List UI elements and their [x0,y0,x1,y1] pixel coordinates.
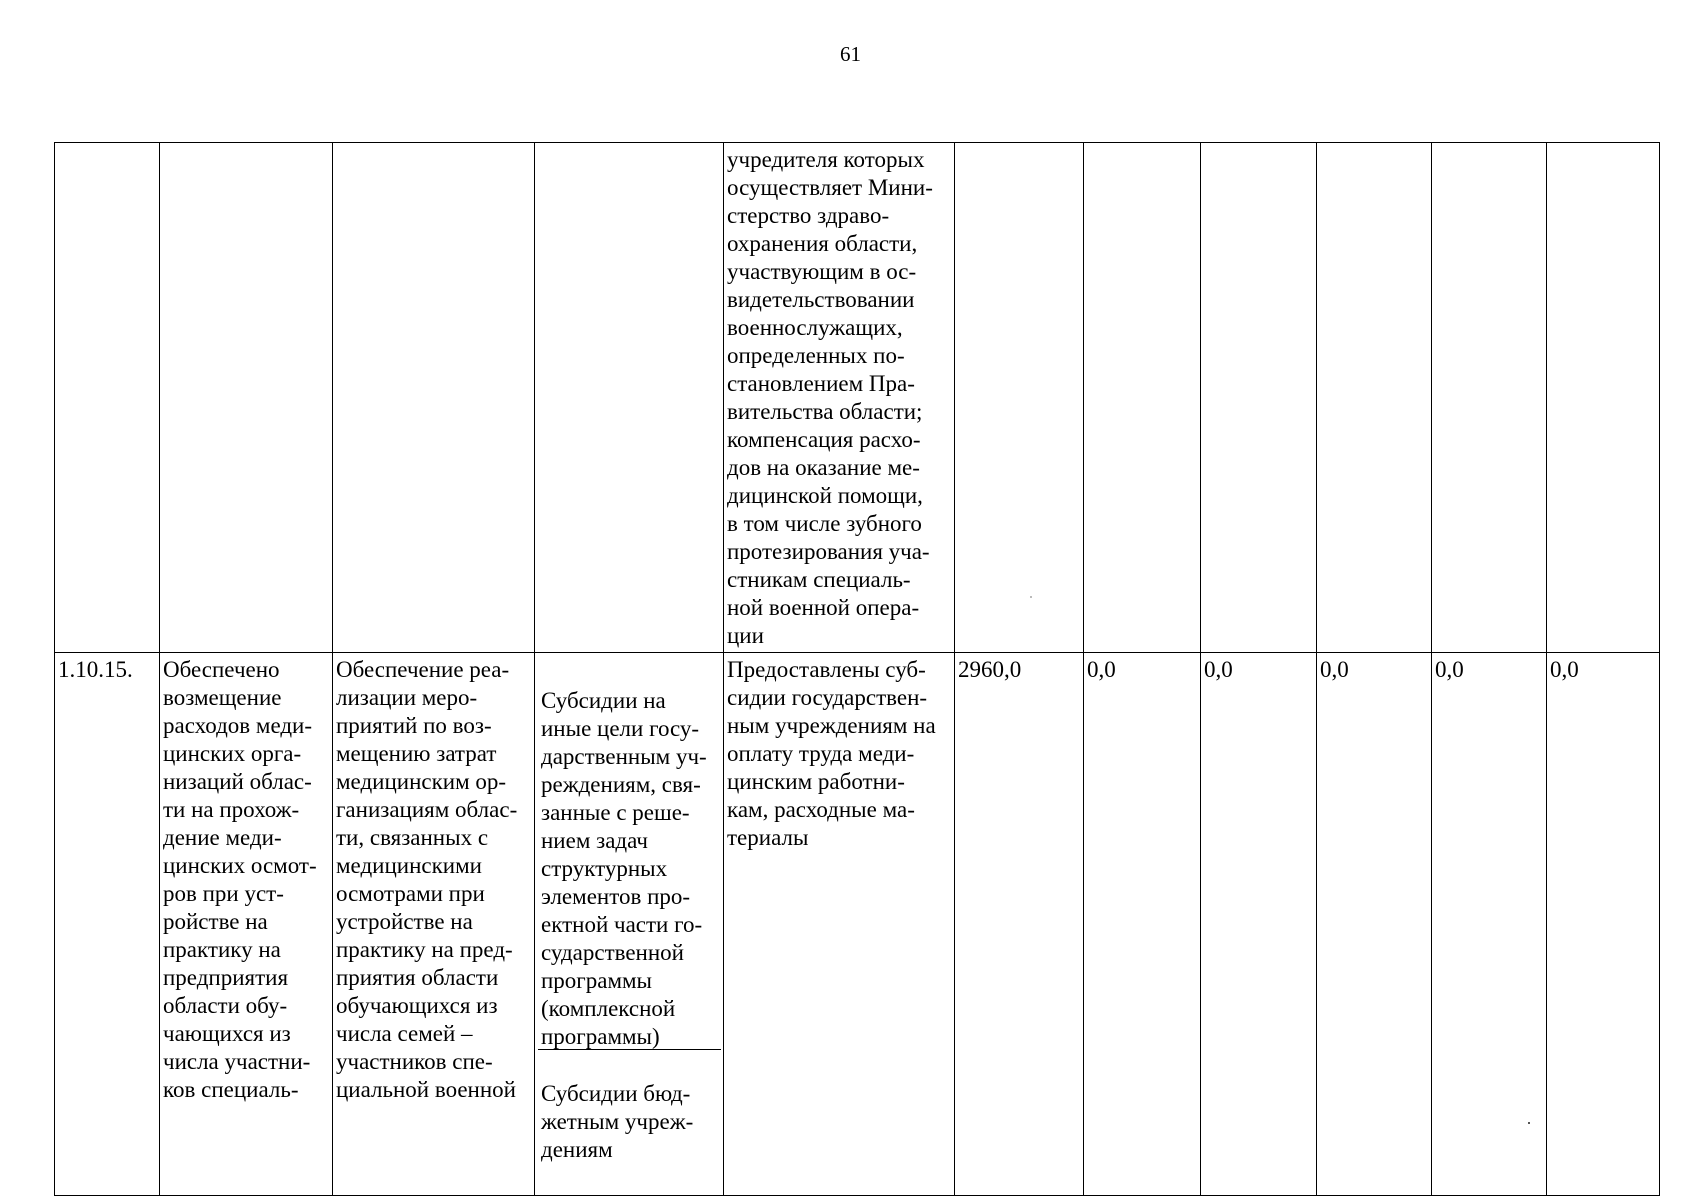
continuation-row [55,143,1660,653]
empty-task-cell [160,143,333,653]
empty-number-cell [55,143,160,653]
scan-speck [1528,1122,1530,1124]
empty-subsidy-type-cell [535,143,724,653]
value-cell: 0,0 [1317,653,1432,1196]
empty-value-cell [1084,143,1201,653]
empty-value-cell [1432,143,1547,653]
subsidy-type-cell [535,653,724,1196]
task-cell: Обеспечено возмещение расходов меди- цинских орга- низаций облас- ти на прохож- дение меди- цинских осмот- ров при уст- ройстве на практику на предприятия области обу- чающихся из числа участни- ков специаль- [160,653,333,1196]
table-row-1-10-15 [55,653,1660,1196]
subsidy-type-budget-institutions: Субсидии бюд- жетным учреж- дениям [541,1081,694,1162]
empty-value-cell [955,143,1084,653]
empty-value-cell [1547,143,1660,653]
page-number: 61 [840,42,861,66]
program-table [54,142,1660,1196]
value-cell: 0,0 [1201,653,1317,1196]
empty-event-cell [333,143,535,653]
row-number: 1.10.15. [55,653,160,1196]
subsidy-type-other-purposes: Субсидии на иные цели госу- дарственным уч- реждениям, свя- занные с реше- нием задач структурных элементов про- ектной части го- сударственной программы (комплексной программы) [538,684,721,1050]
event-cell: Обеспечение реа- лизации меро- приятий по воз- мещению затрат медицинским ор- ганизациям облас- ти, связанных с медицинскими осмотрами при устройстве на практику на пред- приятия области обучающихся из числа семей – участников спе- циальной военной [333,653,535,1196]
empty-value-cell [1201,143,1317,653]
scan-speck [1030,596,1032,598]
purpose-cell-continued: учредителя которых осуществляет Мини- стерство здраво- охранения области, участвующим в ос- видетельствовании военнослужащих, определенных по- становлением Пра- вительства области; компенсация расхо- дов на оказание ме- дицинской помощи, в том числе зубного протезирования уча- стникам специаль- ной военной опера- ции [724,143,955,653]
value-cell: 0,0 [1432,653,1547,1196]
value-cell: 0,0 [1084,653,1201,1196]
value-cell: 0,0 [1547,653,1660,1196]
empty-value-cell [1317,143,1432,653]
purpose-cell: Предоставлены суб- сидии государствен- ным учреждениям на оплату труда меди- цинским работни- кам, расходные ма- териалы [724,653,955,1196]
value-cell: 2960,0 [955,653,1084,1196]
